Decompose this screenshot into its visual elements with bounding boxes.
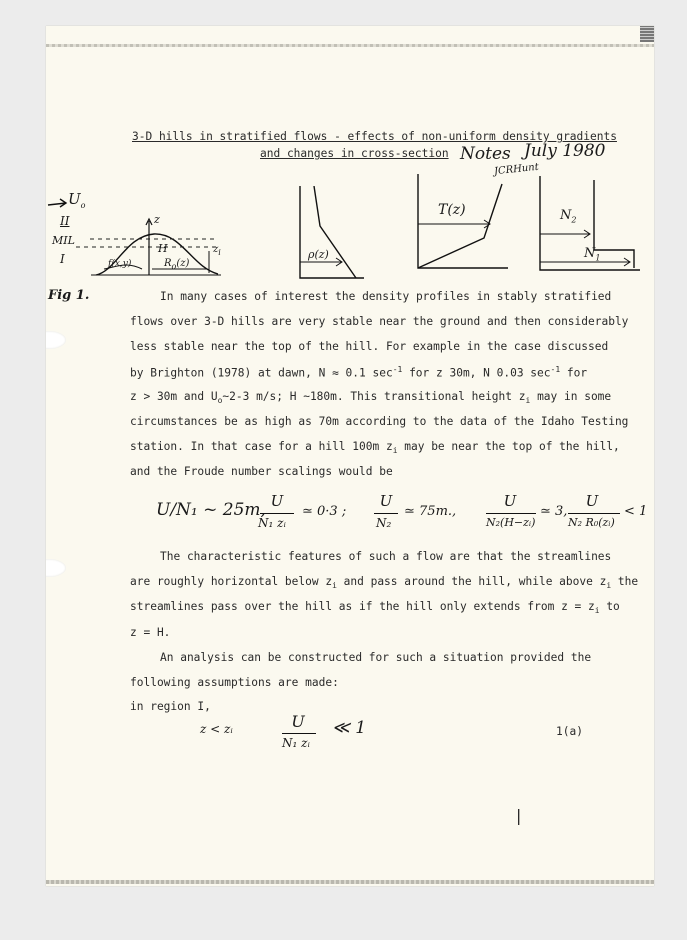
temperature-profile-sketch <box>412 174 512 274</box>
equation-6-denominator: N₁ zᵢ <box>282 736 310 750</box>
z-axis-label: z <box>154 213 160 226</box>
region-intro: in region I, <box>130 700 211 713</box>
punch-hole <box>46 331 66 349</box>
equation-5-rhs: < 1 <box>624 504 648 519</box>
margin-mark: | <box>516 806 522 825</box>
fraction-bar <box>568 513 620 514</box>
fraction-bar <box>282 733 316 734</box>
paragraph-2-line-3: streamlines pass over the hill as if the hill only extends from $z = z_i$ to <box>130 600 620 616</box>
paragraph-3-line-2: following assumptions are made: <box>130 676 339 689</box>
paragraph-1-line-1: In many cases of interest the density profiles in stably stratified <box>160 290 612 303</box>
equation-u-over-n1: U/N₁ ~ 25m, <box>156 500 266 520</box>
title-line-1: 3-D hills in stratified flows - effects of non-uniform density gradients <box>132 130 617 143</box>
fraction-bar <box>260 513 294 514</box>
equation-3-denominator: N₂ <box>376 516 392 530</box>
paragraph-2-line-4: z = H. <box>130 626 171 639</box>
equation-2-rhs: ≃ 0·3 ; <box>302 504 347 519</box>
height-label: H <box>158 242 168 255</box>
density-profile-sketch <box>292 186 372 286</box>
equation-2-denominator: N₁ zᵢ <box>258 516 286 530</box>
equation-5-numerator: U <box>585 492 599 510</box>
equation-6-rhs: ≪ 1 <box>332 718 367 738</box>
page-bottom-edge <box>46 880 654 884</box>
equation-5-denominator: N₂ R₀(zᵢ) <box>568 516 615 529</box>
corner-mark <box>640 26 654 42</box>
page-top-edge <box>46 44 654 47</box>
paragraph-2-line-2: are roughly horizontal below $z_i$ and pass around the hill, while above $z_i$ the <box>130 575 639 591</box>
zi-label: $z_i$ <box>213 244 221 257</box>
fraction-bar <box>374 513 398 514</box>
equation-4-numerator: U <box>503 492 517 510</box>
punch-hole <box>46 559 66 577</box>
n1-label: $N_1$ <box>584 246 601 263</box>
equation-3-numerator: U <box>379 492 393 510</box>
paragraph-1-line-3: less stable near the top of the hill. For example in the case discussed <box>130 340 609 353</box>
equation-number: 1(a) <box>556 725 583 738</box>
paragraph-3-line-1: An analysis can be constructed for such a situation provided the <box>160 651 592 664</box>
paragraph-1-line-8: and the Froude number scalings would be <box>130 465 393 478</box>
density-label: ρ(z) <box>308 248 329 261</box>
fraction-bar <box>486 513 536 514</box>
radius-label: $R_o(z)$ <box>164 258 190 271</box>
paragraph-1-line-6: circumstances be as high as 70m according to the data of the Idaho Testing <box>130 415 629 428</box>
temperature-label: T(z) <box>438 202 466 218</box>
region-upper-label: II <box>60 214 70 228</box>
cross-section-label: f(x,y) <box>108 259 132 269</box>
equation-2-numerator: U <box>270 492 284 510</box>
equation-4-rhs: ≃ 3, <box>540 504 568 519</box>
title-line-2: and changes in cross-section <box>260 147 449 160</box>
region-lower-label: I <box>60 252 65 266</box>
equation-4-denominator: N₂(H−zᵢ) <box>486 516 536 529</box>
paragraph-1-line-7: station. In that case for a hill 100m $z_i$ may be near the top of the hill, <box>130 440 620 456</box>
paragraph-1-line-4: by Brighton (1978) at dawn, N ≈ 0.1 $\sec^{-1}$ for z 30m, N 0.03 $\sec^{-1}$ for <box>130 365 588 380</box>
equation-6-numerator: U <box>291 712 305 731</box>
equation-3-rhs: ≃ 75m., <box>404 504 457 519</box>
flow-velocity-label: $U_o$ <box>68 190 86 210</box>
document-page <box>46 26 654 886</box>
figure-label: Fig 1. <box>48 288 90 303</box>
paragraph-1-line-2: flows over 3-D hills are very stable near the ground and then considerably <box>130 315 629 328</box>
notes-author: JCRHunt <box>493 161 540 178</box>
condition-z-less-zi: z < zᵢ <box>200 722 233 736</box>
interface-label: MIL <box>52 234 75 247</box>
notes-date: July 1980 <box>524 141 606 161</box>
notes-label: Notes <box>460 144 511 164</box>
paragraph-2-line-1: The characteristic features of such a flow are that the streamlines <box>160 550 612 563</box>
n2-label: $N_2$ <box>560 208 577 225</box>
paragraph-1-line-5: z > 30m and $U_o\sim 2-3$ m/s; H ~180m. This transitional height $z_i$ may in some <box>130 390 612 406</box>
